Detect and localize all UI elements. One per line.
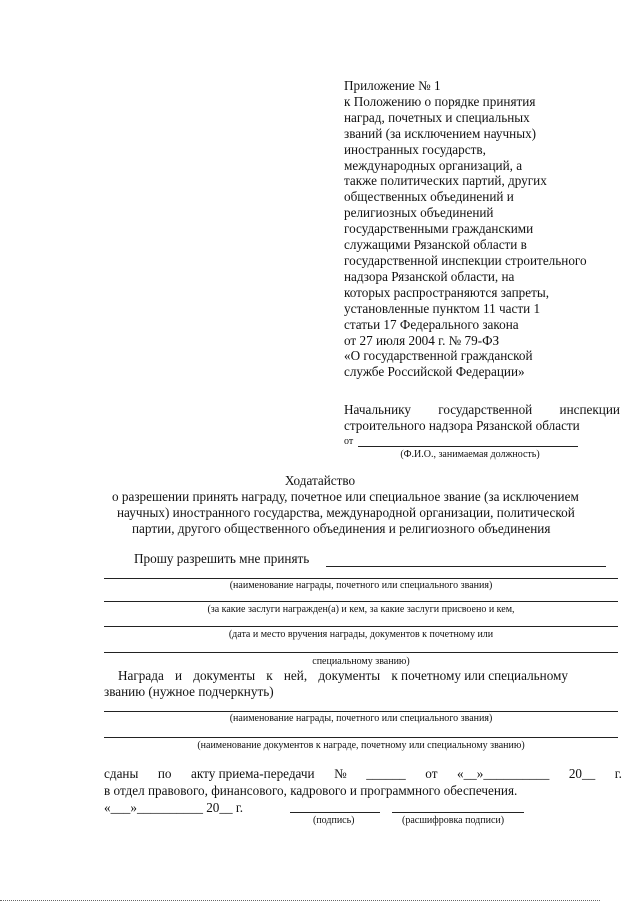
caption-signature-decode: (расшифровка подписи) [402, 815, 505, 826]
from-label: от [344, 436, 354, 447]
addressee-word: государственной [438, 402, 533, 417]
annex-line: религиозных объединений [344, 205, 494, 221]
act-year-field[interactable]: 20__ [568, 766, 596, 781]
addressee-line-1 [344, 402, 620, 418]
petition-subtitle-line: о разрешении принять награду, почетное или специальное звание (за исключением [112, 489, 579, 504]
from-caption: (Ф.И.О., занимаемая должность) [400, 449, 540, 460]
annex-line: надзора Рязанской области, на [344, 268, 515, 284]
annex-line: званий (за исключением научных) [344, 125, 537, 141]
para-word: Награда [118, 668, 164, 683]
para-word: документы [318, 668, 381, 683]
documents-para-line-1 [118, 668, 568, 684]
award-name-field[interactable] [326, 566, 606, 567]
annex-line: государственной инспекции строительного [344, 252, 587, 268]
caption-award-name-2: (наименование награды, почетного или специального звания) [229, 713, 493, 724]
petition-subtitle-line: научных) иностранного государства, международной организации, политической [117, 505, 575, 520]
handover-word: сданы [104, 766, 139, 781]
caption-presentation: (дата и место вручения награды, документов к почетному или [228, 629, 494, 640]
handover-line-2: в отдел правового, финансового, кадрового и программного обеспечения. [104, 783, 518, 798]
caption-special-title: специальному званию) [312, 656, 410, 667]
handover-word: от [425, 766, 438, 781]
handover-line-1 [104, 766, 622, 782]
documents-field[interactable] [104, 737, 618, 738]
caption-merits: (за какие заслуги награжден(а) и кем, за какие заслуги присвоено и кем, [207, 604, 515, 615]
from-name-field[interactable] [358, 446, 578, 447]
act-date-field[interactable]: «__»__________ [456, 766, 550, 781]
annex-line: которых распространяются запреты, [344, 284, 550, 300]
caption-award-name: (наименование награды, почетного или специального звания) [229, 580, 493, 591]
merits-field[interactable] [104, 601, 618, 602]
annex-line: наград, почетных и специальных [344, 109, 530, 125]
addressee-word: Начальнику [344, 402, 411, 417]
award-name-field-3[interactable] [104, 711, 618, 712]
handover-word: г. [614, 766, 622, 781]
handover-date[interactable]: «___»__________ 20__ г. [104, 800, 244, 815]
annex-line: установленные пунктом 11 части 1 [344, 300, 541, 316]
signature-decode-field[interactable] [392, 812, 524, 813]
annex-line: государственными гражданскими [344, 221, 534, 237]
documents-para-line-2: званию (нужное подчеркнуть) [104, 684, 274, 699]
para-word: документы [193, 668, 256, 683]
annex-line: служащими Рязанской области в [344, 237, 527, 253]
petition-title: Ходатайство [284, 473, 356, 488]
annex-header [344, 78, 587, 380]
handover-word: по [157, 766, 172, 781]
act-number-field[interactable]: ______ [366, 766, 406, 781]
annex-line: Приложение № 1 [344, 78, 441, 93]
addressee-block [344, 402, 620, 434]
annex-line: иностранных государств, [344, 141, 486, 157]
annex-line: «О государственной гражданской [344, 348, 533, 364]
annex-line: также политических партий, других [344, 173, 547, 189]
annex-line: общественных объединений и [344, 189, 514, 205]
annex-line: от 27 июля 2004 г. № 79-ФЗ [344, 332, 500, 348]
annex-line: службе Российской Федерации» [344, 364, 525, 380]
annex-line: статьи 17 Федерального закона [344, 316, 519, 332]
para-word: и [174, 668, 183, 683]
para-word: к почетному или специальному [391, 668, 568, 683]
signature-field[interactable] [290, 812, 380, 813]
request-lead: Прошу разрешить мне принять [134, 551, 310, 566]
caption-documents: (наименование документов к награде, почетному или специальному званию) [197, 740, 525, 751]
caption-signature: (подпись) [313, 815, 355, 826]
addressee-word: инспекции [559, 402, 620, 417]
handover-word: акту приема-передачи [191, 766, 315, 781]
annex-line: к Положению о порядке принятия [344, 93, 536, 109]
page-bottom-rule [0, 900, 600, 901]
petition-subtitle-line: партии, другого общественного объединения и религиозного объединения [132, 521, 551, 536]
para-word: к [266, 668, 273, 683]
annex-line: международных организаций, а [344, 157, 523, 173]
handover-word: № [334, 766, 347, 781]
para-word: ней, [283, 668, 308, 683]
award-name-field-2[interactable] [104, 578, 618, 579]
presentation-field-2[interactable] [104, 652, 618, 653]
presentation-field[interactable] [104, 626, 618, 627]
addressee-line-2: строительного надзора Рязанской области [344, 418, 580, 433]
